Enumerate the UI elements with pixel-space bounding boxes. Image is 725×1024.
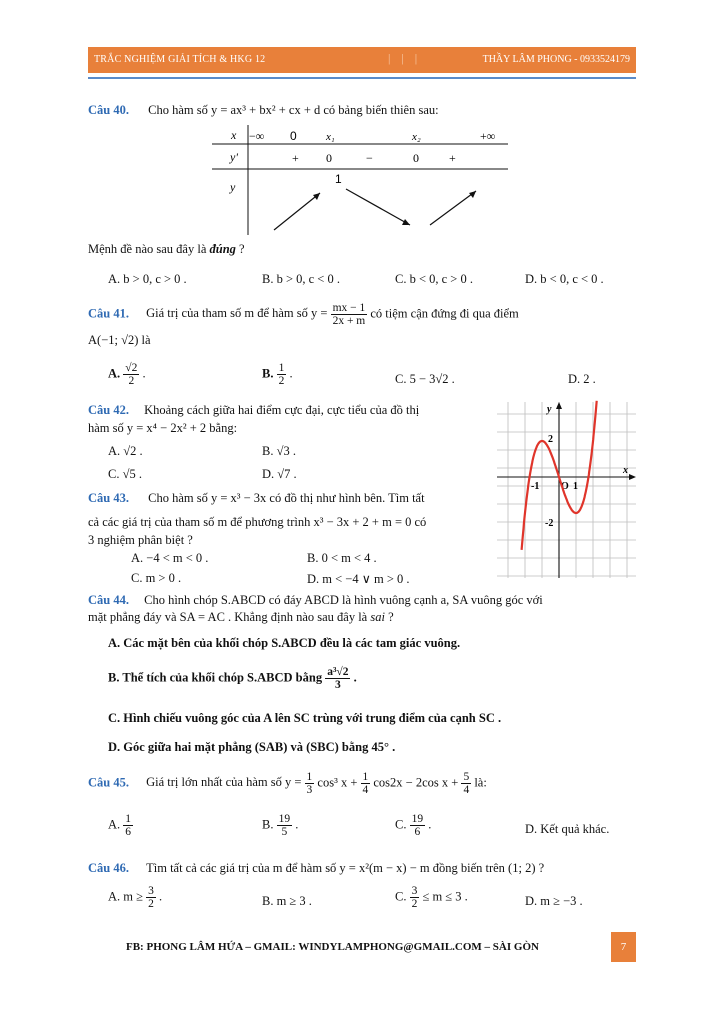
question-42: Câu 42. Khoảng cách giữa hai điểm cực đại, cực tiểu của đồ thị (88, 403, 420, 417)
table-y-value: 1 (335, 172, 342, 186)
q46-option-d[interactable]: D. m ≥ −3 . (525, 894, 583, 908)
q44-option-a[interactable]: A. Các mặt bên của khối chóp S.ABCD đều là các tam giác vuông. (108, 636, 461, 650)
q43-stem-cont2: 3 nghiệm phân biệt ? (88, 533, 193, 547)
table-sign-5: + (449, 151, 456, 165)
table-sign-1: + (292, 151, 299, 165)
page-number: 7 (611, 932, 636, 962)
q41-option-b[interactable]: B. $\frac{1}{2}$ . (262, 362, 293, 387)
question-number: Câu 41. (88, 306, 129, 321)
q45-option-a[interactable]: A. $\frac{1}{6}$ (108, 813, 132, 838)
q43-option-b[interactable]: B. 0 < m < 4 . (307, 551, 377, 565)
table-x-pos-inf: +∞ (480, 129, 496, 143)
question-43: Câu 43. Cho hàm số y = x³ − 3x có đồ thị như hình bên. Tìm tất (88, 491, 425, 505)
q43-option-d[interactable]: D. m < −4 ∨ m > 0 . (307, 572, 410, 586)
question-number: Câu 45. (88, 775, 129, 790)
table-yprime-label: y' (230, 150, 238, 164)
q42-stem-cont: hàm số y = x⁴ − 2x² + 2 bằng: (88, 421, 238, 435)
question-number: Câu 42. (88, 403, 129, 417)
q43-option-a[interactable]: A. −4 < m < 0 . (131, 551, 209, 565)
question-40 (88, 103, 439, 118)
table-x-neg-inf: −∞ (249, 129, 265, 143)
graph-origin: O (561, 481, 569, 492)
table-y-label: y (230, 180, 236, 194)
graph-tick-2: 2 (548, 434, 553, 445)
q40-prompt: Mệnh đề nào sau đây là đúng ? (88, 242, 245, 256)
graph-y-label: y (547, 404, 552, 415)
table-x2: x₂ (412, 131, 421, 143)
header-title: TRẮC NGHIỆM GIẢI TÍCH & HKG 12 (94, 54, 266, 65)
q44-option-b[interactable]: B. Thể tích của khối chóp S.ABCD bằng $\frac{\text{a³√2}}{3}$ . (108, 666, 357, 691)
header-author: THẦY LÂM PHONG - 0933524179 (482, 54, 630, 65)
q40-option-c[interactable]: C. b < 0, c > 0 . (395, 272, 473, 286)
graph-x-label: x (623, 465, 628, 476)
q46-option-a[interactable]: A. m ≥ $\frac{3}{2}$ . (108, 885, 163, 910)
question-45: Câu 45. Giá trị lớn nhất của hàm số y = $\frac{1}{3}$ cos³ x + $\frac{1}{4}$ cos2x − 2cos x + $\frac{5}{4}$ là: (88, 771, 487, 796)
cubic-graph (495, 400, 638, 580)
question-number: Câu 40. (88, 103, 129, 117)
q42-option-b[interactable]: B. √3 . (262, 444, 296, 458)
q42-option-c[interactable]: C. √5 . (108, 467, 142, 481)
graph-tick-minus2: -2 (545, 518, 554, 529)
graph-tick-minus1: -1 (531, 481, 540, 492)
q44-stem-cont: mặt phẳng đáy và SA = AC . Khẳng định nào sau đây là sai ? (88, 610, 394, 624)
q40-option-b[interactable]: B. b > 0, c < 0 . (262, 272, 340, 286)
table-sign-2: 0 (326, 151, 332, 165)
header-decoration: | | | (388, 51, 422, 65)
question-number: Câu 44. (88, 593, 129, 607)
question-41: Câu 41. Giá trị của tham số m để hàm số y = $\frac{mx - 1}{2x + m}$ có tiệm cận đứng đi qua điểm (88, 302, 519, 327)
header-rule (88, 77, 636, 79)
question-44: Câu 44. Cho hình chóp S.ABCD có đáy ABCD là hình vuông cạnh a, SA vuông góc với (88, 593, 543, 607)
q43-stem-cont: cả các giá trị của tham số m để phương trình x³ − 3x + 2 + m = 0 có (88, 515, 427, 529)
question-46: Câu 46. Tìm tất cả các giá trị của m để hàm số y = x²(m − x) − m đồng biến trên (1; 2) ? (88, 861, 545, 875)
q40-option-d[interactable]: D. b < 0, c < 0 . (525, 272, 604, 286)
graph-tick-1: 1 (573, 481, 578, 492)
q42-option-a[interactable]: A. √2 . (108, 444, 143, 458)
question-number: Câu 43. (88, 491, 129, 505)
question-stem: Cho hàm số y = ax³ + bx² + cx + d có bảng biến thiên sau: (148, 103, 439, 117)
table-x1: x₁ (326, 131, 335, 143)
q44-option-d[interactable]: D. Góc giữa hai mặt phẳng (SAB) và (SBC) bằng 45° . (108, 740, 396, 754)
table-x-label: x (231, 128, 237, 142)
q46-option-c[interactable]: C. $\frac{3}{2}$ ≤ m ≤ 3 . (395, 885, 468, 910)
q46-option-b[interactable]: B. m ≥ 3 . (262, 894, 312, 908)
question-number: Câu 46. (88, 861, 129, 875)
q41-option-a[interactable]: A. $\frac{√2}{2}$ . (108, 362, 146, 387)
q45-option-c[interactable]: C. $\frac{19}{6}$ . (395, 813, 432, 838)
table-sign-4: 0 (413, 151, 419, 165)
table-sign-3: − (366, 151, 373, 165)
q41-option-c[interactable]: C. 5 − 3√2 . (395, 372, 455, 386)
page-footer: FB: PHONG LÂM HỨA – GMAIL: WINDYLAMPHONG@GMAIL.COM – SÀI GÒN (126, 941, 539, 953)
table-x-zero: 0 (290, 129, 297, 143)
q43-option-c[interactable]: C. m > 0 . (131, 571, 182, 585)
page-header (88, 47, 636, 73)
q41-option-d[interactable]: D. 2 . (568, 372, 596, 386)
q41-stem-cont: A(−1; √2) là (88, 333, 151, 347)
q40-option-a[interactable]: A. b > 0, c > 0 . (108, 272, 187, 286)
q42-option-d[interactable]: D. √7 . (262, 467, 297, 481)
q45-option-b[interactable]: B. $\frac{19}{5}$ . (262, 813, 299, 838)
q44-option-c[interactable]: C. Hình chiếu vuông góc của A lên SC trùng với trung điểm của cạnh SC . (108, 711, 502, 725)
q45-option-d[interactable]: D. Kết quả khác. (525, 822, 610, 836)
variation-table (212, 125, 508, 235)
